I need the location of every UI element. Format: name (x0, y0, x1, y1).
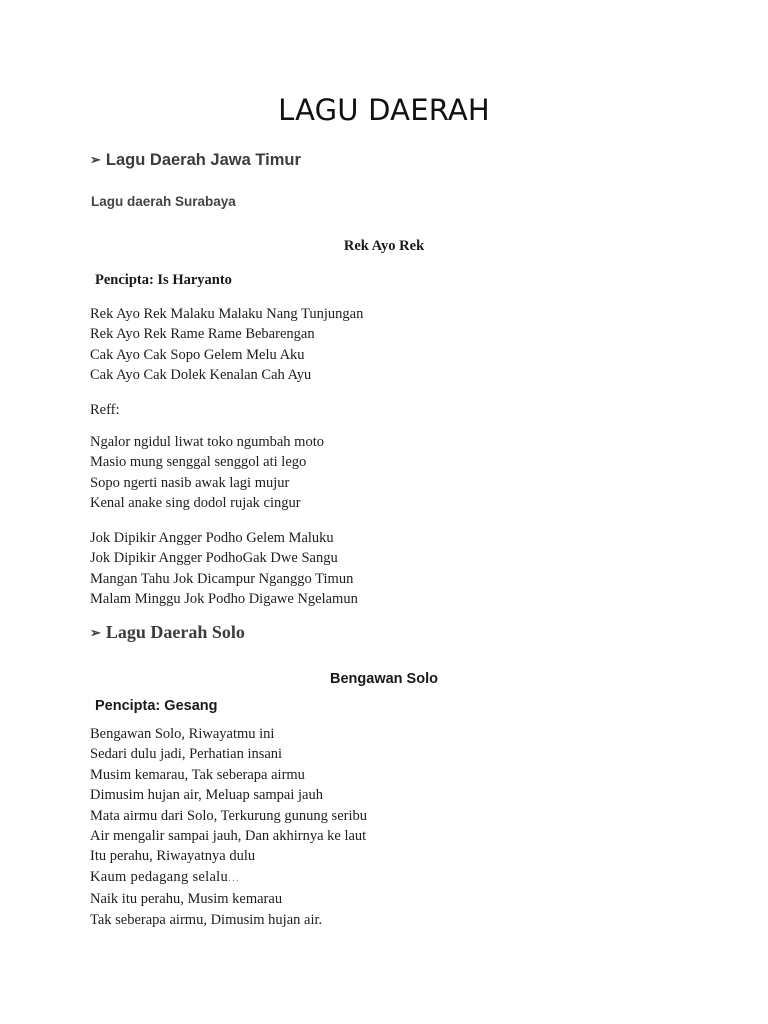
lyric-line: Cak Ayo Cak Dolek Kenalan Cah Ayu (90, 367, 312, 384)
lyric-line: Cak Ayo Cak Sopo Gelem Melu Aku (90, 346, 305, 363)
section-heading-text: Lagu Daerah Solo (105, 622, 245, 642)
composer-gesang: Pencipta: Gesang (95, 698, 218, 714)
composer-is-haryanto: Pencipta: Is Haryanto (95, 272, 232, 288)
ellipsis: ... (228, 873, 240, 884)
lyric-line-with-ellipsis (90, 867, 367, 889)
refrain-label-text: Reff: (90, 402, 120, 418)
lyric-line: Mangan Tahu Jok Dicampur Nganggo Timun (90, 570, 354, 587)
section-heading-jawa-timur (90, 151, 301, 170)
lyric-line: Mata airmu dari Solo, Terkurung gunung seribu (90, 807, 367, 824)
lyric-line: Dimusim hujan air, Meluap sampai jauh (90, 787, 323, 804)
lyric-line: Air mengalir sampai jauh, Dan akhirnya ke laut (90, 828, 367, 845)
arrow-bullet-icon: ➢ (90, 152, 101, 167)
section-heading-solo (90, 622, 245, 643)
lyric-line: Bengawan Solo, Riwayatmu ini (90, 726, 275, 742)
song-title-bengawan-solo: Bengawan Solo (330, 671, 438, 687)
lyric-line: Sedari dulu jadi, Perhatian insani (90, 746, 283, 763)
lyric-line: Kenal anake sing dodol rujak cingur (90, 495, 301, 512)
song-title-rek-ayo-rek: Rek Ayo Rek (343, 238, 425, 254)
lyric-line: Malam Minggu Jok Podho Digawe Ngelamun (90, 591, 358, 608)
subheading-surabaya: Lagu daerah Surabaya (91, 194, 236, 209)
section-heading-text: Lagu Daerah Jawa Timur (105, 151, 301, 169)
lyric-line: Sopo ngerti nasib awak lagi mujur (90, 474, 290, 491)
lyric-line: Ngalor ngidul liwat toko ngumbah moto (90, 434, 324, 450)
lyric-line: Tak seberapa airmu, Dimusim hujan air. (90, 911, 323, 928)
document-title: LAGU DAERAH (278, 93, 490, 127)
lyric-line: Naik itu perahu, Musim kemarau (90, 891, 283, 908)
refrain-label (90, 400, 120, 420)
lyric-text: Kaum pedagang selalu (90, 868, 229, 885)
lyric-line: Rek Ayo Rek Rame Rame Bebarengan (90, 326, 315, 343)
lyrics-verse-2 (90, 528, 358, 610)
lyrics-verse-1 (90, 304, 363, 386)
lyric-line: Jok Dipikir Angger PodhoGak Dwe Sangu (90, 550, 338, 567)
lyric-line: Jok Dipikir Angger Podho Gelem Maluku (90, 530, 334, 546)
lyric-line: Musim kemarau, Tak seberapa airmu (90, 766, 305, 783)
lyrics-refrain (90, 432, 324, 514)
lyric-line: Masio mung senggal senggol ati lego (90, 454, 307, 471)
lyrics-bengawan-solo (90, 724, 367, 930)
lyric-line: Itu perahu, Riwayatnya dulu (90, 848, 256, 865)
arrow-bullet-icon: ➢ (90, 625, 101, 640)
lyric-line: Rek Ayo Rek Malaku Malaku Nang Tunjungan (90, 306, 364, 322)
